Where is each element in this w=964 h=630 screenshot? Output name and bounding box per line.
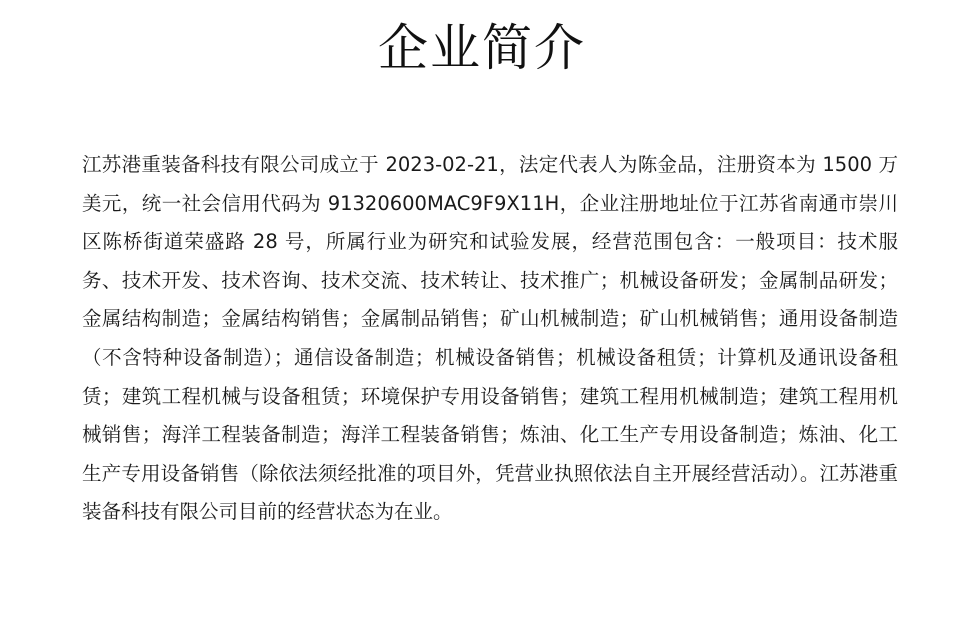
- company-description-paragraph: 江苏港重装备科技有限公司成立于 2023-02-21，法定代表人为陈金品，注册资本为 1500 万美元，统一社会信用代码为 91320600MAC9F9X11H，企业注册地址位于江苏省南通市崇川区陈桥街道荣盛路 28 号，所属行业为研究和试验发展，经营范围包含：一般项目：技术服务、技术开发、技术咨询、技术交流、技术转让、技术推广；机械设备研发；金属制品研发；金属结构制造；金属结构销售；金属制品销售；矿山机械制造；矿山机械销售；通用设备制造（不含特种设备制造）；通信设备制造；机械设备销售；机械设备租赁；计算机及通讯设备租赁；建筑工程机械与设备租赁；环境保护专用设备销售；建筑工程用机械制造；建筑工程用机械销售；海洋工程装备制造；海洋工程装备销售；炼油、化工生产专用设备制造；炼油、化工生产专用设备销售（除依法须经批准的项目外，凭营业执照依法自主开展经营活动）。江苏港重装备科技有限公司目前的经营状态为在业。: [82, 153, 898, 524]
- page-title: 企业简介: [378, 19, 586, 77]
